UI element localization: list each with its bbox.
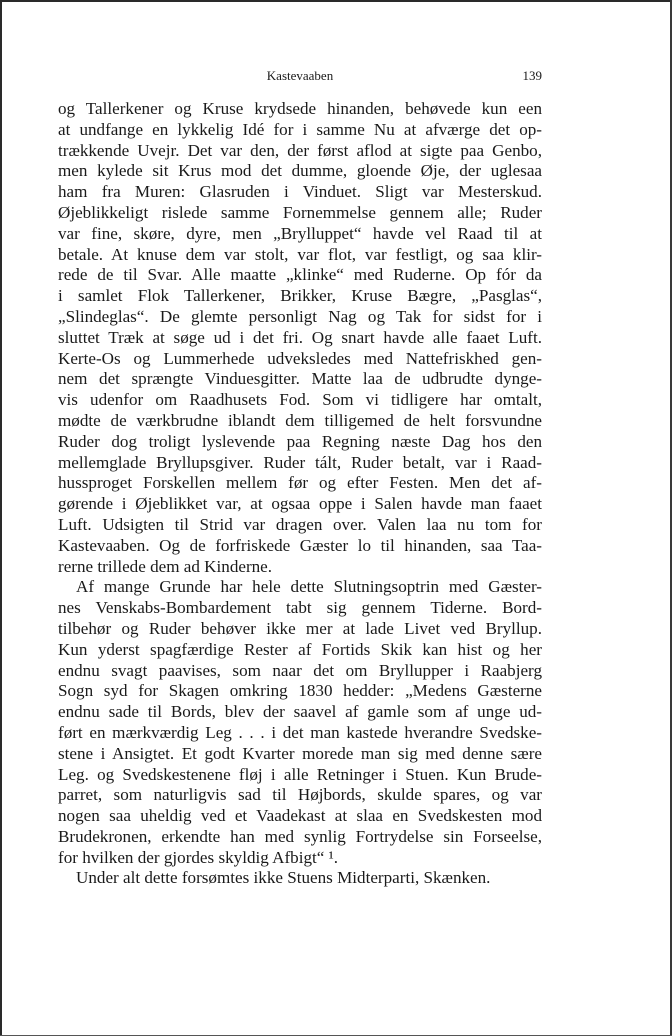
body-text	[58, 99, 542, 889]
text-line: Kun yderst spagfærdige Rester af Fortids Skik kan hist og her	[58, 639, 542, 659]
page-edge-top	[0, 0, 672, 2]
text-line: Leg. og Svedskestenene fløj i alle Retninger i Stuen. Kun Brude-	[58, 764, 542, 784]
text-line: Kastevaaben. Og de forfriskede Gæster lo til hinanden, saa Taa-	[58, 535, 542, 555]
paragraph	[58, 99, 542, 577]
text-line: parret, som naturligvis sad til Højbords, skulde spares, og var	[58, 785, 542, 805]
text-line: og Tallerkener og Kruse krydsede hinanden, behøvede kun een	[58, 99, 542, 118]
text-line: „Slindeglas“. De glemte personligt Nag og Tak for sidst for i	[58, 306, 542, 326]
text-line: Sogn syd for Skagen omkring 1830 hedder: „Medens Gæsterne	[58, 681, 542, 701]
text-line: i samlet Flok Tallerkener, Brikker, Kruse Bægre, „Pasglas“,	[58, 286, 542, 306]
text-line: Ruder dog troligt lyslevende paa Regning næste Dag hos den	[58, 431, 542, 451]
paragraph	[58, 577, 542, 868]
text-line: nes Venskabs-Bombardement tabt sig gennem Tiderne. Bord-	[58, 598, 542, 618]
text-line: vis udenfor om Raadhusets Fod. Som vi tidligere har omtalt,	[58, 390, 542, 410]
page-number: 139	[522, 68, 542, 83]
text-line: var fine, skøre, dyre, men „Brylluppet“ havde vel Raad til at	[58, 223, 542, 243]
text-line: stene i Ansigtet. Et godt Kvarter morede man sig med denne sære	[58, 743, 542, 763]
text-line: betale. At knuse dem var stolt, var flot, var festligt, og saa klir-	[58, 244, 542, 264]
text-line: nogen saa uheldig ved et Vaadekast at slaa en Svedskesten mod	[58, 806, 542, 826]
text-line: for hvilken der gjordes skyldig Afbigt“ ¹.	[58, 847, 339, 867]
text-line: Kerte-Os og Lummerhede udveksledes med Nattefriskhed gen-	[58, 348, 542, 368]
running-title: Kastevaaben	[266, 68, 334, 83]
text-line: sluttet Træk at søge ud i det fri. Og snart havde alle faaet Luft.	[58, 327, 542, 347]
text-line: gørende i Øjeblikket var, at ogsaa oppe i Salen havde man faaet	[58, 494, 542, 514]
text-line: trækkende Uvejr. Det var den, der først aflod at sigte paa Genbo,	[58, 140, 542, 160]
text-line: Øjeblikkeligt rislede samme Fornemmelse gennem alle; Ruder	[58, 202, 542, 222]
text-line: mellemglade Bryllupsgiver. Ruder tált, Ruder betalt, var i Raad-	[58, 452, 542, 472]
text-line: Luft. Udsigten til Strid var dragen over. Valen laa nu tom for	[58, 514, 542, 534]
text-line: mødte de værkbrudne iblandt dem tilligemed de helt forsvundne	[58, 410, 542, 430]
text-line: Under alt dette forsømtes ikke Stuens Midterparti, Skænken.	[76, 868, 491, 888]
text-line: endnu svagt paavises, som naar det om Bryllupper i Raabjerg	[58, 660, 542, 680]
text-line: Brudekronen, erkendte han med synlig Fortrydelse sin Forseelse,	[58, 826, 542, 846]
text-line: at undfange en lykkelig Idé for i samme Nu at afværge det op-	[58, 119, 542, 139]
text-line: rede de til Svar. Alle maatte „klinke“ med Ruderne. Op fór da	[58, 265, 542, 285]
text-line: endnu sade til Bords, blev der saavel af gamle som af unge ud-	[58, 702, 542, 722]
running-head	[58, 68, 542, 88]
text-line: rerne trillede dem ad Kinderne.	[58, 556, 273, 576]
text-line: men kylede sit Krus mod det dumme, gloende Øje, der uglesaa	[58, 161, 542, 181]
text-line: hussproget Forskellen mellem før og efter Festen. Men det af-	[58, 473, 542, 493]
text-line: Af mange Grunde har hele dette Slutningsoptrin med Gæster-	[76, 577, 542, 597]
page-edge-left	[0, 0, 2, 1036]
paragraph	[58, 868, 542, 889]
text-line: ham fra Muren: Glasruden i Vinduet. Sligt var Mesterskud.	[58, 182, 542, 202]
text-line: tilbehør og Ruder behøver ikke mer at lade Livet ved Bryllup.	[58, 618, 542, 638]
text-line: ført en mærkværdig Leg . . . i det man kastede hverandre Svedske-	[58, 722, 542, 742]
text-line: nem det sprængte Vinduesgitter. Matte laa de udbrudte dynge-	[58, 369, 542, 389]
